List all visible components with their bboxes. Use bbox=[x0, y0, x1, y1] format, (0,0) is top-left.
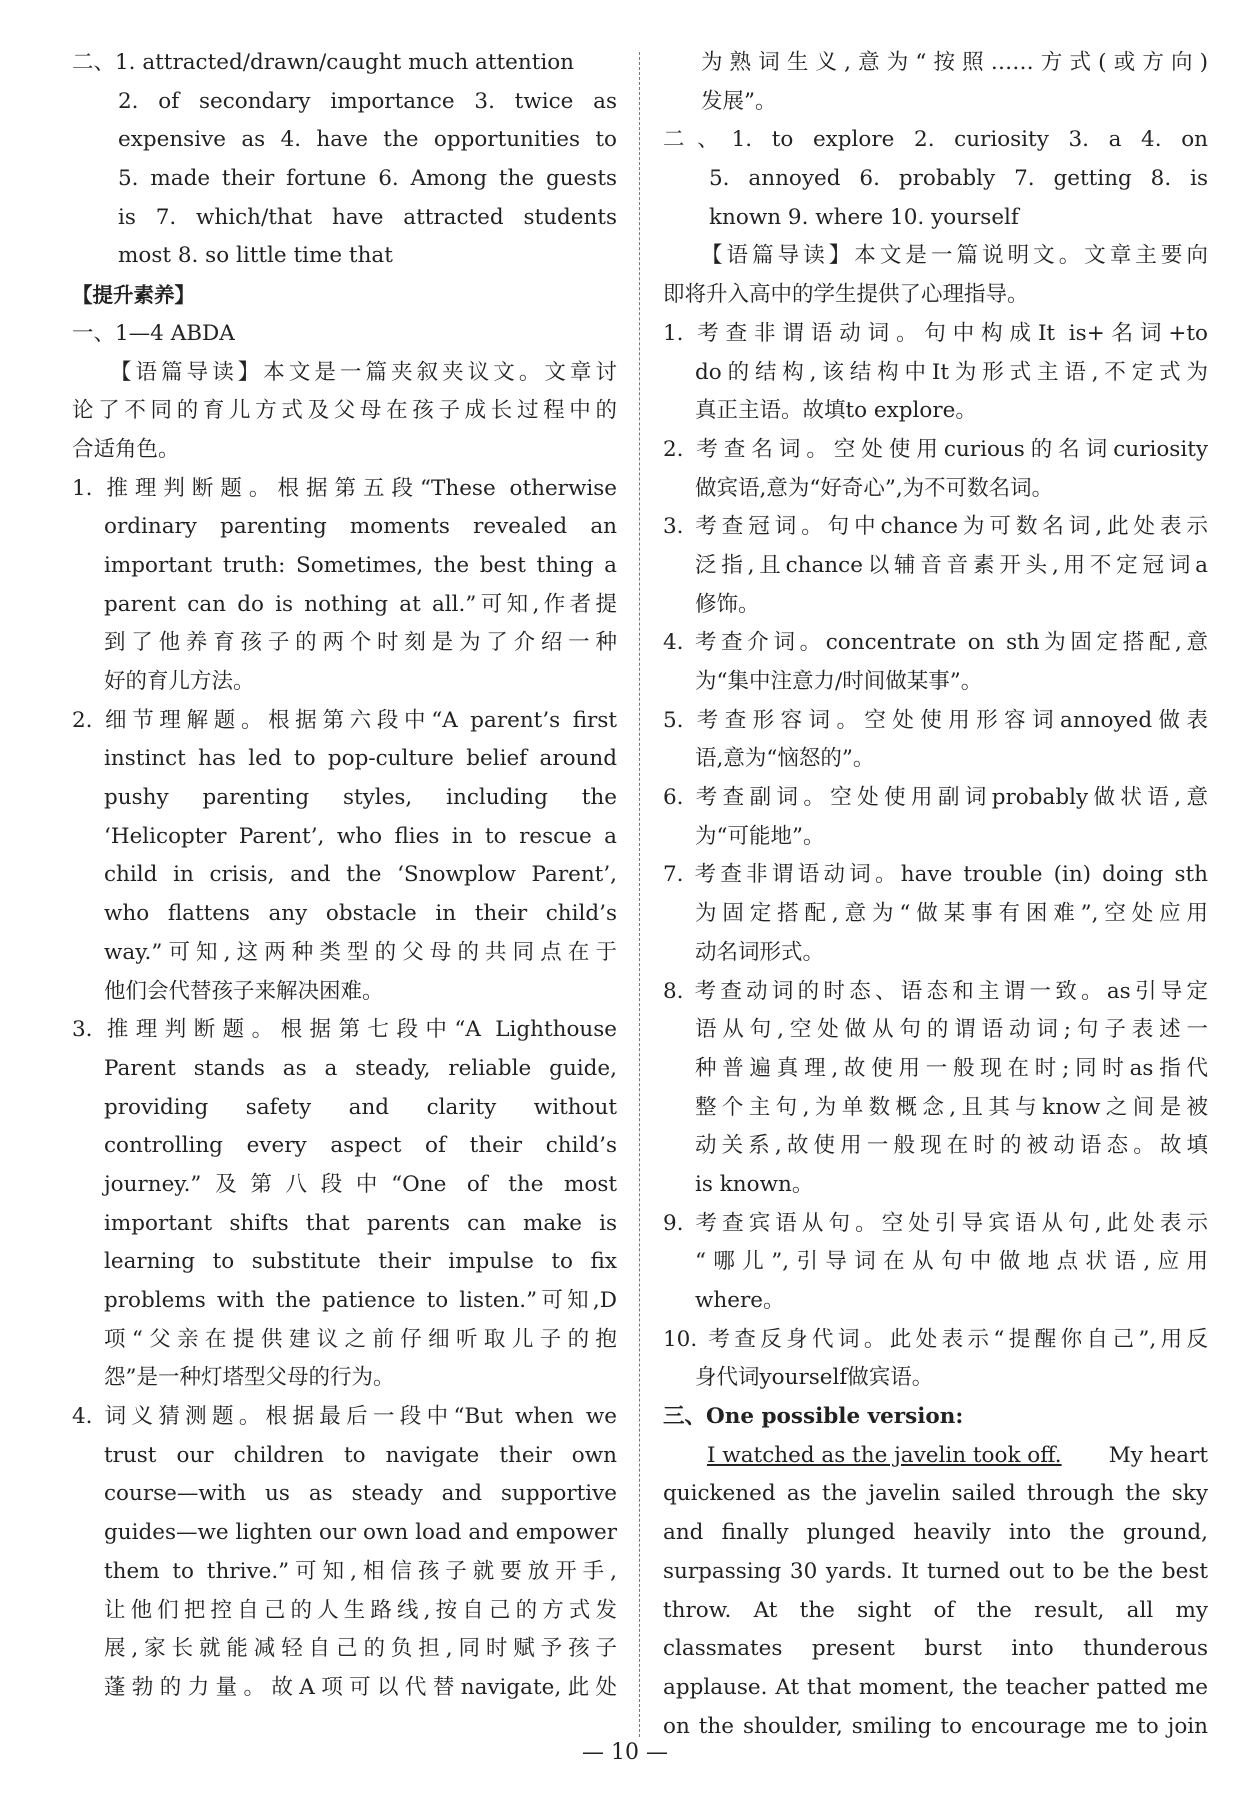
text-line: 身代词yourself做宾语。 bbox=[695, 1365, 934, 1391]
text-line: 怨”是一种灯塔型父母的行为。 bbox=[104, 1365, 395, 1391]
text-line: is known。 bbox=[695, 1171, 814, 1197]
text-line: 论了不同的育儿方式及父母在孩子成长过程中的 bbox=[72, 398, 617, 424]
text-line: ‘Helicopter Parent’, who flies in to rescue a bbox=[104, 823, 617, 849]
text-line: 1. 推理判断题。根据第五段“These otherwise bbox=[72, 475, 617, 501]
text-line: 动关系,故使用一般现在时的被动语态。故填 bbox=[695, 1133, 1208, 1159]
text-line: 4. 考查介词。concentrate on sth为固定搭配,意 bbox=[663, 630, 1208, 656]
text-line: who flattens any obstacle in their child’s bbox=[104, 901, 617, 927]
text-line: 4. 词义猜测题。根据最后一段中“But when we bbox=[72, 1404, 617, 1430]
text-line: 展,家长就能减轻自己的负担,同时赋予孩子 bbox=[104, 1636, 617, 1662]
text-line: important shifts that parents can make is bbox=[104, 1210, 617, 1236]
text-line: surpassing 30 yards. It turned out to be the best bbox=[663, 1558, 1208, 1584]
text-line: 修饰。 bbox=[695, 591, 760, 617]
text-line: 1. 考查非谓语动词。句中构成It is+名词+to bbox=[663, 320, 1208, 346]
text-line: where。 bbox=[695, 1288, 785, 1313]
text-line: is 7. which/that have attracted students bbox=[118, 204, 617, 230]
text-line: Parent stands as a steady, reliable guide, bbox=[104, 1055, 617, 1081]
text-line: 种普遍真理,故使用一般现在时;同时as指代 bbox=[695, 1055, 1208, 1081]
page-number: — 10 — bbox=[582, 1740, 668, 1765]
text-line: applause. At that moment, the teacher patted me bbox=[663, 1674, 1208, 1700]
text-line: 为熟词生义,意为“按照……方式(或方向) bbox=[701, 50, 1208, 75]
text-line: 5. 考查形容词。空处使用形容词annoyed做表 bbox=[663, 707, 1208, 733]
text-line: them to thrive.”可知,相信孩子就要放开手, bbox=[104, 1558, 617, 1584]
text-line: 5. made their fortune 6. Among the guests bbox=[118, 166, 617, 192]
text-line: throw. At the sight of the result, all my bbox=[663, 1597, 1208, 1623]
text-line: 他们会代替孩子来解决困难。 bbox=[104, 978, 384, 1004]
essay-first-line bbox=[663, 1437, 1208, 1476]
text-line: 好的育儿方法。 bbox=[104, 669, 255, 694]
text-line: 为固定搭配,意为“做某事有困难”,空处应用 bbox=[695, 901, 1208, 927]
text-line: pushy parenting styles, including the bbox=[104, 785, 617, 811]
text-line: providing safety and clarity without bbox=[104, 1094, 617, 1120]
text-line: 发展”。 bbox=[701, 88, 777, 114]
text-line: 到了他养育孩子的两个时刻是为了介绍一种 bbox=[104, 630, 617, 656]
text-line: 动名词形式。 bbox=[695, 939, 825, 965]
text-line: 7. 考查非谓语动词。have trouble (in) doing sth bbox=[663, 862, 1208, 888]
text-line: 语,意为“恼怒的”。 bbox=[695, 746, 875, 772]
text-line: 蓬勃的力量。故A项可以代替navigate,此处 bbox=[104, 1674, 617, 1700]
text-line: 【语篇导读】本文是一篇说明文。文章主要向 bbox=[701, 243, 1208, 269]
text-line: 项“父亲在提供建议之前仔细听取儿子的抱 bbox=[104, 1326, 617, 1352]
text-line: classmates present burst into thunderous bbox=[663, 1636, 1208, 1662]
text-line: 即将升入高中的学生提供了心理指导。 bbox=[663, 282, 1029, 308]
text-line: 10. 考查反身代词。此处表示“提醒你自己”,用反 bbox=[663, 1326, 1208, 1352]
text-line: 3. 考查冠词。句中chance为可数名词,此处表示 bbox=[663, 514, 1208, 540]
text-line: 3. 推理判断题。根据第七段中“A Lighthouse bbox=[72, 1017, 617, 1043]
text-line: ordinary parenting moments revealed an bbox=[104, 514, 617, 540]
text-line: 2. 考查名词。空处使用curious的名词curiosity bbox=[663, 436, 1208, 462]
text-line: 9. 考查宾语从句。空处引导宾语从句,此处表示 bbox=[663, 1210, 1208, 1236]
text-line: expensive as 4. have the opportunities to bbox=[118, 127, 617, 153]
left-column bbox=[72, 44, 617, 1708]
text-line: 二、1. attracted/drawn/caught much attention bbox=[72, 50, 575, 75]
right-column bbox=[663, 44, 1208, 1746]
text-line: 泛指,且chance以辅音音素开头,用不定冠词a bbox=[695, 552, 1208, 578]
text-line: 做宾语,意为“好奇心”,为不可数名词。 bbox=[695, 475, 1054, 501]
text-line: 真正主语。故填to explore。 bbox=[695, 398, 977, 424]
text-line: instinct has led to pop-culture belief around bbox=[104, 746, 617, 772]
text-line: quickened as the javelin sailed through the sky bbox=[663, 1481, 1208, 1507]
text-line: learning to substitute their impulse to fix bbox=[104, 1249, 617, 1275]
text-line: course—with us as steady and supportive bbox=[104, 1481, 617, 1507]
text-line: guides—we lighten our own load and empower bbox=[104, 1520, 617, 1546]
text-line: 5. annoyed 6. probably 7. getting 8. is bbox=[709, 166, 1208, 192]
text-line: 2. 细节理解题。根据第六段中“A parent’s first bbox=[72, 707, 617, 733]
text-line: “哪儿”,引导词在从句中做地点状语,应用 bbox=[695, 1249, 1208, 1275]
text-line: trust our children to navigate their own bbox=[104, 1442, 617, 1468]
text-line: 8. 考查动词的时态、语态和主谓一致。as引导定 bbox=[663, 978, 1208, 1004]
text-line: 语从句,空处做从句的谓语动词;句子表述一 bbox=[695, 1017, 1208, 1043]
text-line: 2. of secondary importance 3. twice as bbox=[118, 88, 617, 114]
text-line: child in crisis, and the ‘Snowplow Parent’, bbox=[104, 862, 617, 888]
text-line: way.”可知,这两种类型的父母的共同点在于 bbox=[104, 939, 617, 965]
text-line: 合适角色。 bbox=[72, 436, 180, 462]
text-line: 【语篇导读】本文是一篇夹叙夹议文。文章讨 bbox=[110, 359, 617, 385]
text-line: do的结构,该结构中It为形式主语,不定式为 bbox=[695, 359, 1208, 385]
column-divider bbox=[639, 52, 640, 1737]
text-line: 一、1—4 ABDA bbox=[72, 320, 235, 346]
essay-given-sentence: I watched as the javelin took off. bbox=[707, 1442, 1062, 1468]
text-line: most 8. so little time that bbox=[118, 243, 393, 269]
section-heading: 【提升素养】 bbox=[72, 283, 195, 308]
text-line: and finally plunged heavily into the ground, bbox=[663, 1520, 1208, 1546]
text-line: important truth: Sometimes, the best thing a bbox=[104, 552, 617, 578]
essay-heading: 三、One possible version: bbox=[663, 1404, 964, 1430]
text-line: 为“可能地”。 bbox=[695, 823, 825, 849]
text-line: problems with the patience to listen.”可知,D bbox=[104, 1288, 617, 1313]
text-line: parent can do is nothing at all.”可知,作者提 bbox=[104, 591, 617, 617]
text-line: on the shoulder, smiling to encourage me to join bbox=[663, 1713, 1208, 1739]
text-line: controlling every aspect of their child’s bbox=[104, 1133, 617, 1159]
text-line: 二、1. to explore 2. curiosity 3. a 4. on bbox=[663, 127, 1208, 153]
essay-continuation: My heart bbox=[1108, 1442, 1208, 1468]
text-line: known 9. where 10. yourself bbox=[709, 204, 1019, 230]
text-line: 为“集中注意力/时间做某事”。 bbox=[695, 669, 983, 694]
text-line: journey.”及第八段中“One of the most bbox=[104, 1171, 617, 1197]
text-line: 整个主句,为单数概念,且其与know之间是被 bbox=[695, 1094, 1208, 1120]
text-line: 让他们把控自己的人生路线,按自己的方式发 bbox=[104, 1597, 617, 1623]
text-line: 6. 考查副词。空处使用副词probably做状语,意 bbox=[663, 785, 1208, 811]
